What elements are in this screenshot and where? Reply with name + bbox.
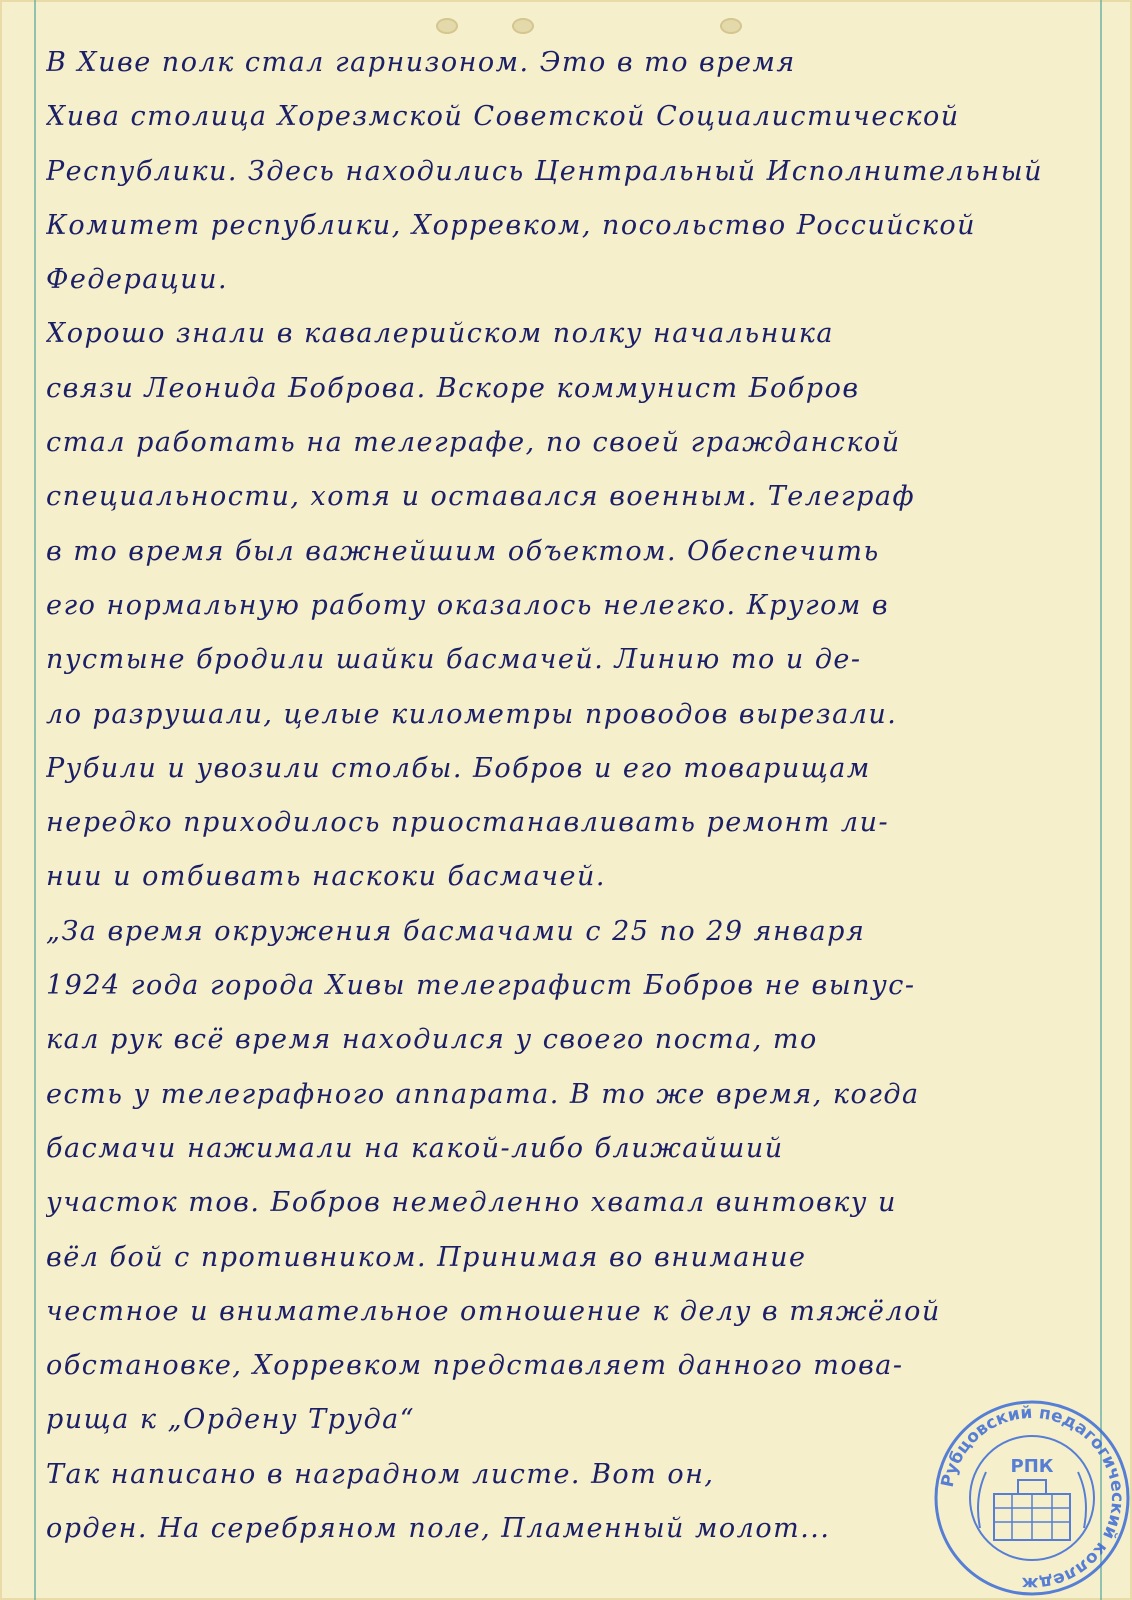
building-icon [994,1480,1070,1540]
text-line: обстановке, Хорревком представляет данного това- [46,1350,904,1382]
text-line: в то время был важнейшим объектом. Обеспечить [46,535,880,567]
text-line: В Хиве полк стал гарнизоном. Это в то время [46,47,796,78]
text-line: пустыне бродили шайки басмачей. Линию то и де- [46,644,862,676]
text-line: специальности, хотя и оставался военным. Телеграф [46,481,916,513]
text-line: 1924 года города Хивы телеграфист Бобров не выпус- [46,970,916,1002]
binder-hole [512,18,534,34]
right-margin-rule [1100,0,1102,1600]
text-line: Республики. Здесь находились Центральный Исполнительный [46,155,1043,187]
text-line: есть у телеграфного аппарата. В то же время, когда [46,1078,920,1110]
text-line: Федерации. [46,264,229,296]
binder-hole [720,18,742,34]
text-line: нии и отбивать наскоки басмачей. [46,861,606,893]
stamp-center-text: РПК [1010,1456,1054,1477]
text-line: кал рук всё время находился у своего поста, то [46,1024,818,1056]
text-line: участок тов. Бобров немедленно хватал винтовку и [46,1187,897,1219]
text-line: орден. На серебряном поле, Пламенный молот... [46,1513,831,1545]
text-line: нередко приходилось приостанавливать ремонт ли- [46,807,890,839]
text-line: Хорошо знали в кавалерийском полку начальника [46,318,834,350]
text-line: связи Леонида Боброва. Вскоре коммунист Бобров [46,372,860,404]
text-line: стал работать на телеграфе, по своей гражданской [46,427,901,459]
text-line: Хива столица Хорезмской Советской Социалистической [46,101,960,133]
left-margin-rule [34,0,36,1600]
text-line: его нормальную работу оказалось нелегко. Кругом в [46,589,890,621]
text-line: Так написано в наградном листе. Вот он, [46,1458,715,1490]
text-line: Рубили и увозили столбы. Бобров и его товарищам [46,752,871,784]
text-line: „За время окружения басмачами с 25 по 29 января [46,915,866,947]
text-line: Комитет республики, Хорревком, посольство Российской [46,209,977,241]
text-line: басмачи нажимали на какой-либо ближайший [46,1132,784,1164]
text-line: вёл бой с противником. Принимая во внимание [46,1241,807,1273]
college-stamp [932,1398,1132,1598]
text-line: честное и внимательное отношение к делу в тяжёлой [46,1295,941,1327]
stamp-ring-text: Рубцовский педагогический колледж [937,1402,1128,1594]
text-line: рища к „Ордену Труда“ [46,1404,416,1436]
binder-hole [436,18,458,34]
handwritten-text [46,36,1092,1556]
text-line: ло разрушали, целые километры проводов вырезали. [46,698,898,730]
